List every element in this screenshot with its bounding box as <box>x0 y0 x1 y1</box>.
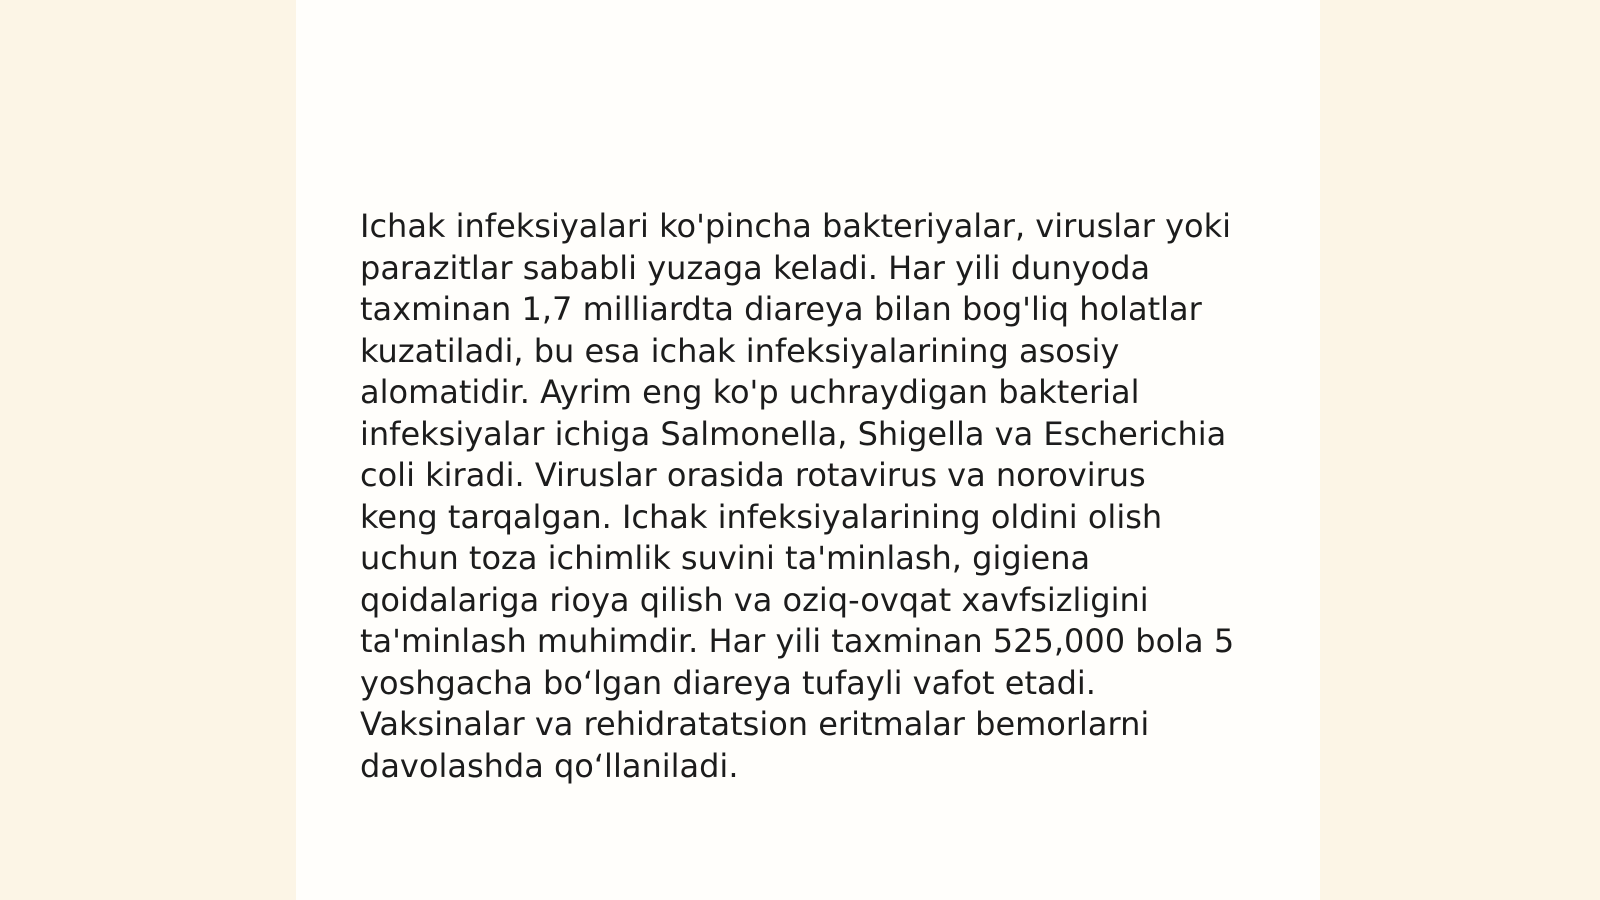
body-line: infeksiyalar ichiga Salmonella, Shigella va Escherichia <box>360 414 1227 453</box>
body-line: keng tarqalgan. Ichak infeksiyalarining oldini olish <box>360 497 1163 536</box>
body-line: ta'minlash muhimdir. Har yili taxminan 525,000 bola 5 <box>360 622 1235 660</box>
body-line: alomatidir. Ayrim eng ko'p uchraydigan bakterial <box>360 373 1140 411</box>
body-line: yoshgacha bo‘lgan diareya tufayli vafot etadi. <box>360 663 1096 702</box>
body-line: davolashda qo‘llaniladi. <box>360 746 739 785</box>
body-line: taxminan 1,7 milliardta diareya bilan bog'liq holatlar <box>360 290 1202 328</box>
document-slide <box>296 0 1320 900</box>
body-line: parazitlar sababli yuzaga keladi. Har yili dunyoda <box>360 248 1151 287</box>
body-line: kuzatiladi, bu esa ichak infeksiyalarining asosiy <box>360 331 1120 370</box>
body-line: coli kiradi. Viruslar orasida rotavirus va norovirus <box>360 456 1146 494</box>
body-line: Ichak infeksiyalari ko'pincha bakteriyalar, viruslar yoki <box>360 207 1231 245</box>
body-paragraph <box>360 206 1260 787</box>
body-line: qoidalariga rioya qilish va oziq-ovqat xavfsizligini <box>360 580 1149 619</box>
body-line: uchun toza ichimlik suvini ta'minlash, gigiena <box>360 539 1091 577</box>
body-line: Vaksinalar va rehidratatsion eritmalar bemorlarni <box>360 705 1150 743</box>
